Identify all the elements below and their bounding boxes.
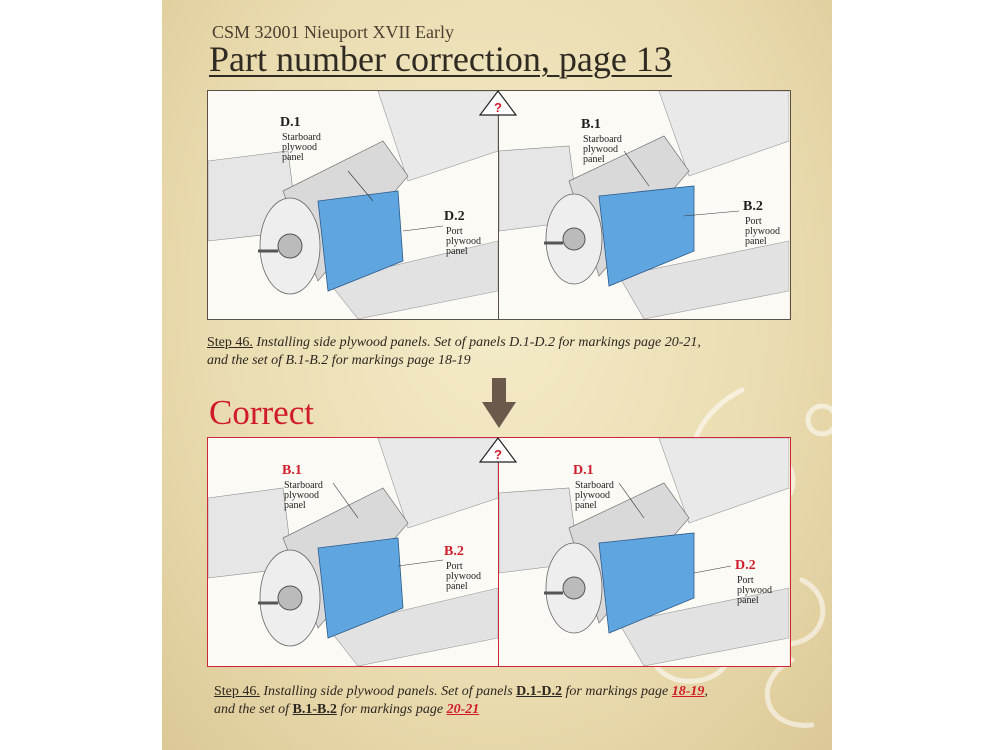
down-arrow-icon [482, 378, 516, 428]
set-d-pages: 18-19 [671, 684, 705, 699]
starboard-panel-code: D.1 [280, 115, 301, 130]
starboard-panel-desc: Starboard plywood panel [282, 132, 321, 163]
kit-subtitle: CSM 32001 Nieuport XVII Early [212, 22, 454, 42]
original-diagram-box [207, 90, 791, 320]
starboard-panel-desc: Starboard plywood panel [284, 480, 323, 511]
instruction-sheet [162, 0, 832, 750]
port-panel-desc: Port plywood panel [446, 226, 481, 257]
aircraft-illustration [208, 91, 498, 319]
step-number: Step 46. [207, 335, 253, 350]
set-b-code: B.1-B.2 [292, 702, 337, 717]
page-title: Part number correction, page 13 [209, 39, 672, 79]
port-panel-code: D.2 [444, 209, 465, 224]
correct-heading: Correct [209, 393, 314, 432]
port-panel-desc: Port plywood panel [745, 216, 780, 247]
starboard-panel-code: B.1 [581, 117, 601, 132]
corrected-diagram-box [207, 437, 791, 667]
warning-icon [479, 90, 517, 116]
port-panel-code: D.2 [735, 558, 756, 573]
svg-text:?: ? [494, 100, 502, 115]
set-b-pages: 20-21 [446, 702, 480, 717]
corrected-step-text: Step 46. Installing side plywood panels. Set of panels D.1-D.2 for markings page 18-19, and the set of B.1-B.2 for markings page 20-21 [214, 684, 708, 717]
port-panel-desc: Port plywood panel [446, 561, 481, 592]
set-d-code: D.1-D.2 [516, 684, 563, 699]
original-step-text: Step 46. Installing side plywood panels. Set of panels D.1-D.2 for markings page 20-21, and the set of B.1-B.2 for markings page 18-19 [207, 335, 701, 368]
starboard-panel-code: D.1 [573, 463, 594, 478]
port-panel-code: B.2 [444, 544, 464, 559]
step-number: Step 46. [214, 684, 260, 699]
svg-text:?: ? [494, 447, 502, 462]
starboard-panel-desc: Starboard plywood panel [583, 134, 622, 165]
original-right-view [499, 91, 789, 319]
corrected-left-view [208, 438, 498, 666]
aircraft-illustration [499, 438, 789, 666]
starboard-panel-desc: Starboard plywood panel [575, 480, 614, 511]
original-left-view [208, 91, 498, 319]
starboard-panel-code: B.1 [282, 463, 302, 478]
warning-icon [479, 437, 517, 463]
port-panel-desc: Port plywood panel [737, 575, 772, 606]
port-panel-code: B.2 [743, 199, 763, 214]
corrected-right-view [499, 438, 789, 666]
